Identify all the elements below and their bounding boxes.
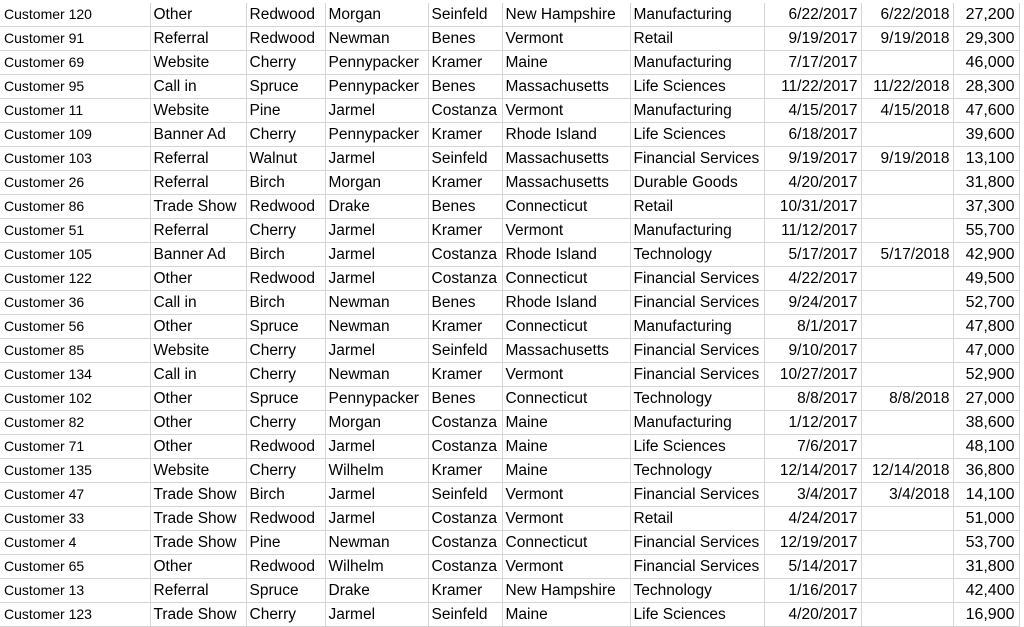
cell-amount[interactable]: 42,400 xyxy=(953,579,1019,603)
cell-branch[interactable]: Spruce xyxy=(246,579,325,603)
cell-start-date[interactable]: 4/24/2017 xyxy=(764,507,861,531)
table-row xyxy=(0,603,1019,627)
cell-start-date[interactable]: 1/12/2017 xyxy=(764,411,861,435)
cell-state[interactable]: Connecticut xyxy=(502,267,630,291)
cell-start-date[interactable]: 12/14/2017 xyxy=(764,459,861,483)
cell-renewal-date[interactable]: 6/22/2018 xyxy=(861,3,953,27)
cell-customer[interactable]: Customer 13 xyxy=(0,579,150,603)
cell-branch[interactable]: Redwood xyxy=(246,27,325,51)
cell-manager[interactable]: Kramer xyxy=(428,123,502,147)
cell-renewal-date[interactable] xyxy=(861,219,953,243)
cell-rep[interactable]: Jarmel xyxy=(325,507,428,531)
cell-manager[interactable]: Kramer xyxy=(428,219,502,243)
cell-rep[interactable]: Jarmel xyxy=(325,339,428,363)
cell-source[interactable]: Other xyxy=(150,555,246,579)
cell-manager[interactable]: Costanza xyxy=(428,531,502,555)
cell-state[interactable]: Connecticut xyxy=(502,531,630,555)
cell-customer[interactable]: Customer 11 xyxy=(0,99,150,123)
cell-customer[interactable]: Customer 4 xyxy=(0,531,150,555)
cell-branch[interactable]: Spruce xyxy=(246,75,325,99)
cell-start-date[interactable]: 4/15/2017 xyxy=(764,99,861,123)
cell-manager[interactable]: Kramer xyxy=(428,51,502,75)
cell-state[interactable]: Maine xyxy=(502,459,630,483)
table-row xyxy=(0,339,1019,363)
cell-manager[interactable]: Seinfeld xyxy=(428,483,502,507)
cell-amount[interactable]: 38,600 xyxy=(953,411,1019,435)
cell-renewal-date[interactable] xyxy=(861,435,953,459)
cell-state[interactable]: Massachusetts xyxy=(502,339,630,363)
cell-renewal-date[interactable]: 8/8/2018 xyxy=(861,387,953,411)
cell-manager[interactable]: Benes xyxy=(428,75,502,99)
cell-industry[interactable]: Manufacturing xyxy=(630,411,764,435)
cell-branch[interactable]: Birch xyxy=(246,483,325,507)
cell-source[interactable]: Trade Show xyxy=(150,195,246,219)
cell-customer[interactable]: Customer 123 xyxy=(0,603,150,627)
cell-customer[interactable]: Customer 91 xyxy=(0,27,150,51)
cell-state[interactable]: Maine xyxy=(502,435,630,459)
cell-branch[interactable]: Spruce xyxy=(246,387,325,411)
cell-industry[interactable]: Life Sciences xyxy=(630,75,764,99)
cell-source[interactable]: Banner Ad xyxy=(150,243,246,267)
cell-rep[interactable]: Pennypacker xyxy=(325,387,428,411)
cell-manager[interactable]: Seinfeld xyxy=(428,603,502,627)
cell-state[interactable]: Connecticut xyxy=(502,387,630,411)
table-row xyxy=(0,315,1019,339)
cell-industry[interactable]: Manufacturing xyxy=(630,219,764,243)
cell-manager[interactable]: Costanza xyxy=(428,243,502,267)
cell-renewal-date[interactable]: 9/19/2018 xyxy=(861,27,953,51)
cell-state[interactable]: Vermont xyxy=(502,555,630,579)
cell-renewal-date[interactable] xyxy=(861,291,953,315)
cell-amount[interactable]: 36,800 xyxy=(953,459,1019,483)
cell-state[interactable]: Vermont xyxy=(502,27,630,51)
table-row xyxy=(0,411,1019,435)
cell-manager[interactable]: Benes xyxy=(428,27,502,51)
cell-source[interactable]: Trade Show xyxy=(150,603,246,627)
cell-manager[interactable]: Kramer xyxy=(428,315,502,339)
cell-customer[interactable]: Customer 134 xyxy=(0,363,150,387)
cell-source[interactable]: Trade Show xyxy=(150,531,246,555)
cell-branch[interactable]: Pine xyxy=(246,99,325,123)
cell-renewal-date[interactable]: 11/22/2018 xyxy=(861,75,953,99)
cell-rep[interactable]: Newman xyxy=(325,291,428,315)
cell-manager[interactable]: Costanza xyxy=(428,411,502,435)
cell-amount[interactable]: 47,000 xyxy=(953,339,1019,363)
cell-customer[interactable]: Customer 71 xyxy=(0,435,150,459)
cell-amount[interactable]: 52,900 xyxy=(953,363,1019,387)
cell-amount[interactable]: 27,200 xyxy=(953,3,1019,27)
cell-customer[interactable]: Customer 36 xyxy=(0,291,150,315)
cell-state[interactable]: New Hampshire xyxy=(502,3,630,27)
cell-state[interactable]: Rhode Island xyxy=(502,123,630,147)
cell-start-date[interactable]: 4/22/2017 xyxy=(764,267,861,291)
cell-amount[interactable]: 29,300 xyxy=(953,27,1019,51)
spreadsheet-grid xyxy=(0,3,1020,627)
cell-manager[interactable]: Seinfeld xyxy=(428,339,502,363)
cell-customer[interactable]: Customer 135 xyxy=(0,459,150,483)
cell-amount[interactable]: 37,300 xyxy=(953,195,1019,219)
cell-renewal-date[interactable] xyxy=(861,171,953,195)
cell-rep[interactable]: Jarmel xyxy=(325,99,428,123)
cell-rep[interactable]: Pennypacker xyxy=(325,51,428,75)
cell-source[interactable]: Referral xyxy=(150,147,246,171)
table-row xyxy=(0,531,1019,555)
cell-renewal-date[interactable]: 5/17/2018 xyxy=(861,243,953,267)
cell-manager[interactable]: Seinfeld xyxy=(428,147,502,171)
cell-industry[interactable]: Financial Services xyxy=(630,267,764,291)
cell-customer[interactable]: Customer 122 xyxy=(0,267,150,291)
table-row xyxy=(0,435,1019,459)
cell-state[interactable]: Vermont xyxy=(502,219,630,243)
cell-source[interactable]: Call in xyxy=(150,291,246,315)
cell-renewal-date[interactable]: 4/15/2018 xyxy=(861,99,953,123)
cell-branch[interactable]: Cherry xyxy=(246,219,325,243)
cell-renewal-date[interactable] xyxy=(861,531,953,555)
cell-state[interactable]: Massachusetts xyxy=(502,147,630,171)
cell-state[interactable]: Maine xyxy=(502,51,630,75)
cell-start-date[interactable]: 10/31/2017 xyxy=(764,195,861,219)
cell-state[interactable]: Rhode Island xyxy=(502,243,630,267)
cell-manager[interactable]: Kramer xyxy=(428,579,502,603)
table-row xyxy=(0,195,1019,219)
cell-renewal-date[interactable] xyxy=(861,315,953,339)
cell-start-date[interactable]: 11/22/2017 xyxy=(764,75,861,99)
cell-state[interactable]: Rhode Island xyxy=(502,291,630,315)
cell-rep[interactable]: Newman xyxy=(325,27,428,51)
cell-renewal-date[interactable] xyxy=(861,363,953,387)
cell-renewal-date[interactable] xyxy=(861,339,953,363)
table-row xyxy=(0,75,1019,99)
cell-start-date[interactable]: 9/10/2017 xyxy=(764,339,861,363)
cell-industry[interactable]: Financial Services xyxy=(630,147,764,171)
cell-branch[interactable]: Redwood xyxy=(246,555,325,579)
cell-renewal-date[interactable]: 12/14/2018 xyxy=(861,459,953,483)
cell-industry[interactable]: Financial Services xyxy=(630,483,764,507)
cell-customer[interactable]: Customer 65 xyxy=(0,555,150,579)
cell-state[interactable]: Vermont xyxy=(502,99,630,123)
table-row xyxy=(0,171,1019,195)
cell-manager[interactable]: Costanza xyxy=(428,507,502,531)
cell-renewal-date[interactable] xyxy=(861,579,953,603)
cell-source[interactable]: Other xyxy=(150,3,246,27)
cell-branch[interactable]: Redwood xyxy=(246,507,325,531)
cell-renewal-date[interactable] xyxy=(861,603,953,627)
cell-amount[interactable]: 14,100 xyxy=(953,483,1019,507)
cell-amount[interactable]: 51,000 xyxy=(953,507,1019,531)
table-row xyxy=(0,579,1019,603)
cell-rep[interactable]: Pennypacker xyxy=(325,75,428,99)
cell-amount[interactable]: 46,000 xyxy=(953,51,1019,75)
cell-customer[interactable]: Customer 33 xyxy=(0,507,150,531)
table-row xyxy=(0,3,1019,27)
table-row xyxy=(0,387,1019,411)
cell-renewal-date[interactable]: 9/19/2018 xyxy=(861,147,953,171)
cell-amount[interactable]: 39,600 xyxy=(953,123,1019,147)
cell-industry[interactable]: Life Sciences xyxy=(630,123,764,147)
cell-manager[interactable]: Benes xyxy=(428,291,502,315)
cell-branch[interactable]: Redwood xyxy=(246,195,325,219)
cell-manager[interactable]: Costanza xyxy=(428,435,502,459)
cell-amount[interactable]: 53,700 xyxy=(953,531,1019,555)
cell-branch[interactable]: Cherry xyxy=(246,411,325,435)
cell-state[interactable]: Vermont xyxy=(502,507,630,531)
cell-state[interactable]: Connecticut xyxy=(502,315,630,339)
cell-renewal-date[interactable]: 3/4/2018 xyxy=(861,483,953,507)
cell-rep[interactable]: Newman xyxy=(325,531,428,555)
cell-industry[interactable]: Financial Services xyxy=(630,291,764,315)
cell-source[interactable]: Website xyxy=(150,99,246,123)
cell-state[interactable]: Connecticut xyxy=(502,195,630,219)
cell-rep[interactable]: Wilhelm xyxy=(325,555,428,579)
cell-industry[interactable]: Manufacturing xyxy=(630,3,764,27)
cell-amount[interactable]: 49,500 xyxy=(953,267,1019,291)
cell-rep[interactable]: Drake xyxy=(325,195,428,219)
table-row xyxy=(0,51,1019,75)
cell-rep[interactable]: Morgan xyxy=(325,411,428,435)
cell-branch[interactable]: Cherry xyxy=(246,459,325,483)
cell-source[interactable]: Referral xyxy=(150,579,246,603)
table-row xyxy=(0,555,1019,579)
cell-amount[interactable]: 31,800 xyxy=(953,555,1019,579)
cell-source[interactable]: Referral xyxy=(150,27,246,51)
cell-rep[interactable]: Jarmel xyxy=(325,243,428,267)
cell-branch[interactable]: Cherry xyxy=(246,339,325,363)
cell-rep[interactable]: Newman xyxy=(325,363,428,387)
cell-manager[interactable]: Costanza xyxy=(428,267,502,291)
cell-amount[interactable]: 27,000 xyxy=(953,387,1019,411)
cell-start-date[interactable]: 7/6/2017 xyxy=(764,435,861,459)
cell-source[interactable]: Referral xyxy=(150,219,246,243)
cell-customer[interactable]: Customer 102 xyxy=(0,387,150,411)
cell-source[interactable]: Other xyxy=(150,267,246,291)
cell-branch[interactable]: Redwood xyxy=(246,3,325,27)
cell-branch[interactable]: Birch xyxy=(246,291,325,315)
cell-source[interactable]: Banner Ad xyxy=(150,123,246,147)
cell-industry[interactable]: Manufacturing xyxy=(630,51,764,75)
cell-renewal-date[interactable] xyxy=(861,555,953,579)
cell-amount[interactable]: 42,900 xyxy=(953,243,1019,267)
cell-start-date[interactable]: 4/20/2017 xyxy=(764,603,861,627)
cell-manager[interactable]: Benes xyxy=(428,195,502,219)
cell-amount[interactable]: 13,100 xyxy=(953,147,1019,171)
cell-branch[interactable]: Redwood xyxy=(246,435,325,459)
cell-rep[interactable]: Jarmel xyxy=(325,603,428,627)
cell-industry[interactable]: Durable Goods xyxy=(630,171,764,195)
cell-amount[interactable]: 16,900 xyxy=(953,603,1019,627)
cell-renewal-date[interactable] xyxy=(861,411,953,435)
cell-industry[interactable]: Technology xyxy=(630,459,764,483)
cell-amount[interactable]: 31,800 xyxy=(953,171,1019,195)
cell-customer[interactable]: Customer 26 xyxy=(0,171,150,195)
cell-start-date[interactable]: 3/4/2017 xyxy=(764,483,861,507)
cell-industry[interactable]: Technology xyxy=(630,243,764,267)
cell-state[interactable]: Massachusetts xyxy=(502,75,630,99)
cell-amount[interactable]: 28,300 xyxy=(953,75,1019,99)
cell-manager[interactable]: Kramer xyxy=(428,363,502,387)
cell-start-date[interactable]: 11/12/2017 xyxy=(764,219,861,243)
cell-rep[interactable]: Morgan xyxy=(325,3,428,27)
cell-industry[interactable]: Technology xyxy=(630,387,764,411)
cell-start-date[interactable]: 6/18/2017 xyxy=(764,123,861,147)
cell-state[interactable]: New Hampshire xyxy=(502,579,630,603)
cell-rep[interactable]: Drake xyxy=(325,579,428,603)
cell-customer[interactable]: Customer 103 xyxy=(0,147,150,171)
cell-start-date[interactable]: 4/20/2017 xyxy=(764,171,861,195)
cell-customer[interactable]: Customer 69 xyxy=(0,51,150,75)
cell-start-date[interactable]: 9/19/2017 xyxy=(764,27,861,51)
cell-start-date[interactable]: 6/22/2017 xyxy=(764,3,861,27)
table-row xyxy=(0,147,1019,171)
cell-rep[interactable]: Jarmel xyxy=(325,147,428,171)
cell-manager[interactable]: Benes xyxy=(428,387,502,411)
cell-industry[interactable]: Manufacturing xyxy=(630,99,764,123)
cell-renewal-date[interactable] xyxy=(861,51,953,75)
table-row xyxy=(0,123,1019,147)
cell-branch[interactable]: Birch xyxy=(246,243,325,267)
cell-rep[interactable]: Newman xyxy=(325,315,428,339)
cell-customer[interactable]: Customer 105 xyxy=(0,243,150,267)
cell-rep[interactable]: Pennypacker xyxy=(325,123,428,147)
table-row xyxy=(0,291,1019,315)
cell-branch[interactable]: Redwood xyxy=(246,267,325,291)
cell-rep[interactable]: Morgan xyxy=(325,171,428,195)
cell-customer[interactable]: Customer 85 xyxy=(0,339,150,363)
cell-customer[interactable]: Customer 51 xyxy=(0,219,150,243)
cell-renewal-date[interactable] xyxy=(861,507,953,531)
cell-start-date[interactable]: 12/19/2017 xyxy=(764,531,861,555)
table-row xyxy=(0,219,1019,243)
cell-customer[interactable]: Customer 86 xyxy=(0,195,150,219)
cell-industry[interactable]: Financial Services xyxy=(630,555,764,579)
cell-state[interactable]: Maine xyxy=(502,411,630,435)
cell-source[interactable]: Call in xyxy=(150,75,246,99)
cell-source[interactable]: Trade Show xyxy=(150,483,246,507)
cell-start-date[interactable]: 9/19/2017 xyxy=(764,147,861,171)
cell-source[interactable]: Website xyxy=(150,339,246,363)
cell-customer[interactable]: Customer 95 xyxy=(0,75,150,99)
cell-industry[interactable]: Manufacturing xyxy=(630,315,764,339)
cell-start-date[interactable]: 9/24/2017 xyxy=(764,291,861,315)
cell-amount[interactable]: 55,700 xyxy=(953,219,1019,243)
cell-source[interactable]: Trade Show xyxy=(150,507,246,531)
cell-industry[interactable]: Technology xyxy=(630,579,764,603)
table-row xyxy=(0,99,1019,123)
cell-start-date[interactable]: 7/17/2017 xyxy=(764,51,861,75)
cell-branch[interactable]: Cherry xyxy=(246,363,325,387)
cell-industry[interactable]: Financial Services xyxy=(630,339,764,363)
table-row xyxy=(0,267,1019,291)
cell-state[interactable]: Maine xyxy=(502,603,630,627)
cell-manager[interactable]: Kramer xyxy=(428,171,502,195)
cell-industry[interactable]: Financial Services xyxy=(630,363,764,387)
cell-industry[interactable]: Financial Services xyxy=(630,531,764,555)
cell-state[interactable]: Vermont xyxy=(502,363,630,387)
table-row xyxy=(0,507,1019,531)
cell-rep[interactable]: Jarmel xyxy=(325,483,428,507)
cell-start-date[interactable]: 5/14/2017 xyxy=(764,555,861,579)
cell-industry[interactable]: Retail xyxy=(630,195,764,219)
cell-branch[interactable]: Cherry xyxy=(246,51,325,75)
cell-renewal-date[interactable] xyxy=(861,195,953,219)
cell-amount[interactable]: 47,800 xyxy=(953,315,1019,339)
cell-rep[interactable]: Jarmel xyxy=(325,219,428,243)
table-row xyxy=(0,483,1019,507)
cell-source[interactable]: Referral xyxy=(150,171,246,195)
cell-start-date[interactable]: 5/17/2017 xyxy=(764,243,861,267)
table-row xyxy=(0,363,1019,387)
table-row xyxy=(0,27,1019,51)
cell-customer[interactable]: Customer 56 xyxy=(0,315,150,339)
cell-rep[interactable]: Wilhelm xyxy=(325,459,428,483)
cell-branch[interactable]: Spruce xyxy=(246,315,325,339)
cell-state[interactable]: Massachusetts xyxy=(502,171,630,195)
cell-amount[interactable]: 48,100 xyxy=(953,435,1019,459)
cell-manager[interactable]: Costanza xyxy=(428,555,502,579)
cell-source[interactable]: Other xyxy=(150,315,246,339)
cell-branch[interactable]: Cherry xyxy=(246,603,325,627)
cell-industry[interactable]: Retail xyxy=(630,507,764,531)
cell-branch[interactable]: Cherry xyxy=(246,123,325,147)
sheet-body xyxy=(0,3,1019,627)
cell-source[interactable]: Call in xyxy=(150,363,246,387)
cell-rep[interactable]: Jarmel xyxy=(325,435,428,459)
cell-customer[interactable]: Customer 82 xyxy=(0,411,150,435)
cell-start-date[interactable]: 8/8/2017 xyxy=(764,387,861,411)
cell-manager[interactable]: Seinfeld xyxy=(428,3,502,27)
table-row xyxy=(0,459,1019,483)
cell-customer[interactable]: Customer 47 xyxy=(0,483,150,507)
cell-source[interactable]: Website xyxy=(150,459,246,483)
cell-source[interactable]: Other xyxy=(150,435,246,459)
table-row xyxy=(0,243,1019,267)
cell-start-date[interactable]: 10/27/2017 xyxy=(764,363,861,387)
cell-start-date[interactable]: 8/1/2017 xyxy=(764,315,861,339)
cell-amount[interactable]: 47,600 xyxy=(953,99,1019,123)
cell-industry[interactable]: Life Sciences xyxy=(630,603,764,627)
cell-state[interactable]: Vermont xyxy=(502,483,630,507)
cell-industry[interactable]: Life Sciences xyxy=(630,435,764,459)
cell-customer[interactable]: Customer 120 xyxy=(0,3,150,27)
cell-start-date[interactable]: 1/16/2017 xyxy=(764,579,861,603)
cell-manager[interactable]: Kramer xyxy=(428,459,502,483)
cell-industry[interactable]: Retail xyxy=(630,27,764,51)
cell-amount[interactable]: 52,700 xyxy=(953,291,1019,315)
cell-source[interactable]: Other xyxy=(150,411,246,435)
cell-rep[interactable]: Jarmel xyxy=(325,267,428,291)
cell-renewal-date[interactable] xyxy=(861,123,953,147)
cell-branch[interactable]: Walnut xyxy=(246,147,325,171)
cell-source[interactable]: Website xyxy=(150,51,246,75)
cell-customer[interactable]: Customer 109 xyxy=(0,123,150,147)
cell-branch[interactable]: Birch xyxy=(246,171,325,195)
cell-source[interactable]: Other xyxy=(150,387,246,411)
cell-manager[interactable]: Costanza xyxy=(428,99,502,123)
cell-renewal-date[interactable] xyxy=(861,267,953,291)
cell-branch[interactable]: Pine xyxy=(246,531,325,555)
